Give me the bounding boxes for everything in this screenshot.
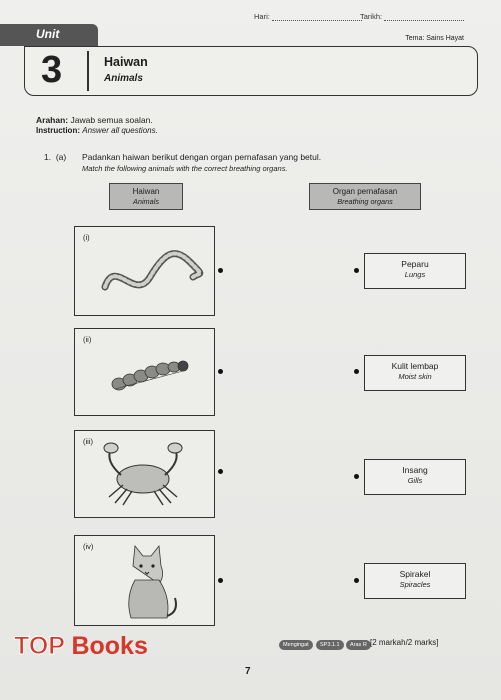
unit-title-ms: Haiwan <box>104 55 148 69</box>
match-dot-organ-3[interactable] <box>354 474 359 479</box>
match-dot-organ-4[interactable] <box>354 578 359 583</box>
question-text-ms: Padankan haiwan berikut dengan organ pernafasan yang betul. <box>82 152 322 162</box>
tarikh-field: Tarikh: <box>360 12 464 21</box>
organ-box-spiracles: Spirakel Spiracles <box>364 563 466 599</box>
organ-box-gills: Insang Gills <box>364 459 466 495</box>
unit-tab: Unit <box>0 24 98 46</box>
earthworm-icon <box>75 227 214 315</box>
level-tag: Aras R <box>346 640 371 650</box>
match-dot-animal-2[interactable] <box>218 369 223 374</box>
topbooks-logo: TOP Books <box>14 632 148 660</box>
question-number: 1. (a) <box>44 152 67 162</box>
match-dot-animal-3[interactable] <box>218 469 223 474</box>
standard-tag: SP3.1.1 <box>316 640 344 650</box>
arahan-line: Arahan: Jawab semua soalan. <box>36 115 153 125</box>
skill-tag: Mengingat <box>279 640 313 650</box>
cat-icon <box>75 536 214 625</box>
column-header-animals: Haiwan Animals <box>109 183 183 210</box>
unit-title-en: Animals <box>104 73 143 84</box>
animal-box-cat: (iv) <box>74 535 215 626</box>
animal-box-crab: (iii) <box>74 430 215 518</box>
animal-box-earthworm: (i) <box>74 226 215 316</box>
instruction-line: Instruction: Answer all questions. <box>36 126 158 135</box>
match-dot-animal-1[interactable] <box>218 268 223 273</box>
unit-title-box <box>24 46 478 96</box>
organ-box-moist-skin: Kulit lembap Moist skin <box>364 355 466 391</box>
page-number: 7 <box>245 666 251 677</box>
crab-icon <box>75 431 214 517</box>
match-dot-organ-1[interactable] <box>354 268 359 273</box>
question-text-en: Match the following animals with the correct breathing organs. <box>82 164 288 173</box>
match-dot-organ-2[interactable] <box>354 369 359 374</box>
marks-label: [2 markah/2 marks] <box>370 638 439 647</box>
caterpillar-icon <box>75 329 214 415</box>
column-header-organs: Organ pernafasan Breathing organs <box>309 183 421 210</box>
topic-tag: Tema: Sains Hayat <box>405 35 464 42</box>
match-dot-animal-4[interactable] <box>218 578 223 583</box>
hari-field: Hari: <box>254 12 362 21</box>
organ-box-lungs: Peparu Lungs <box>364 253 466 289</box>
unit-number: 3 <box>41 49 63 91</box>
animal-box-caterpillar: (ii) <box>74 328 215 416</box>
